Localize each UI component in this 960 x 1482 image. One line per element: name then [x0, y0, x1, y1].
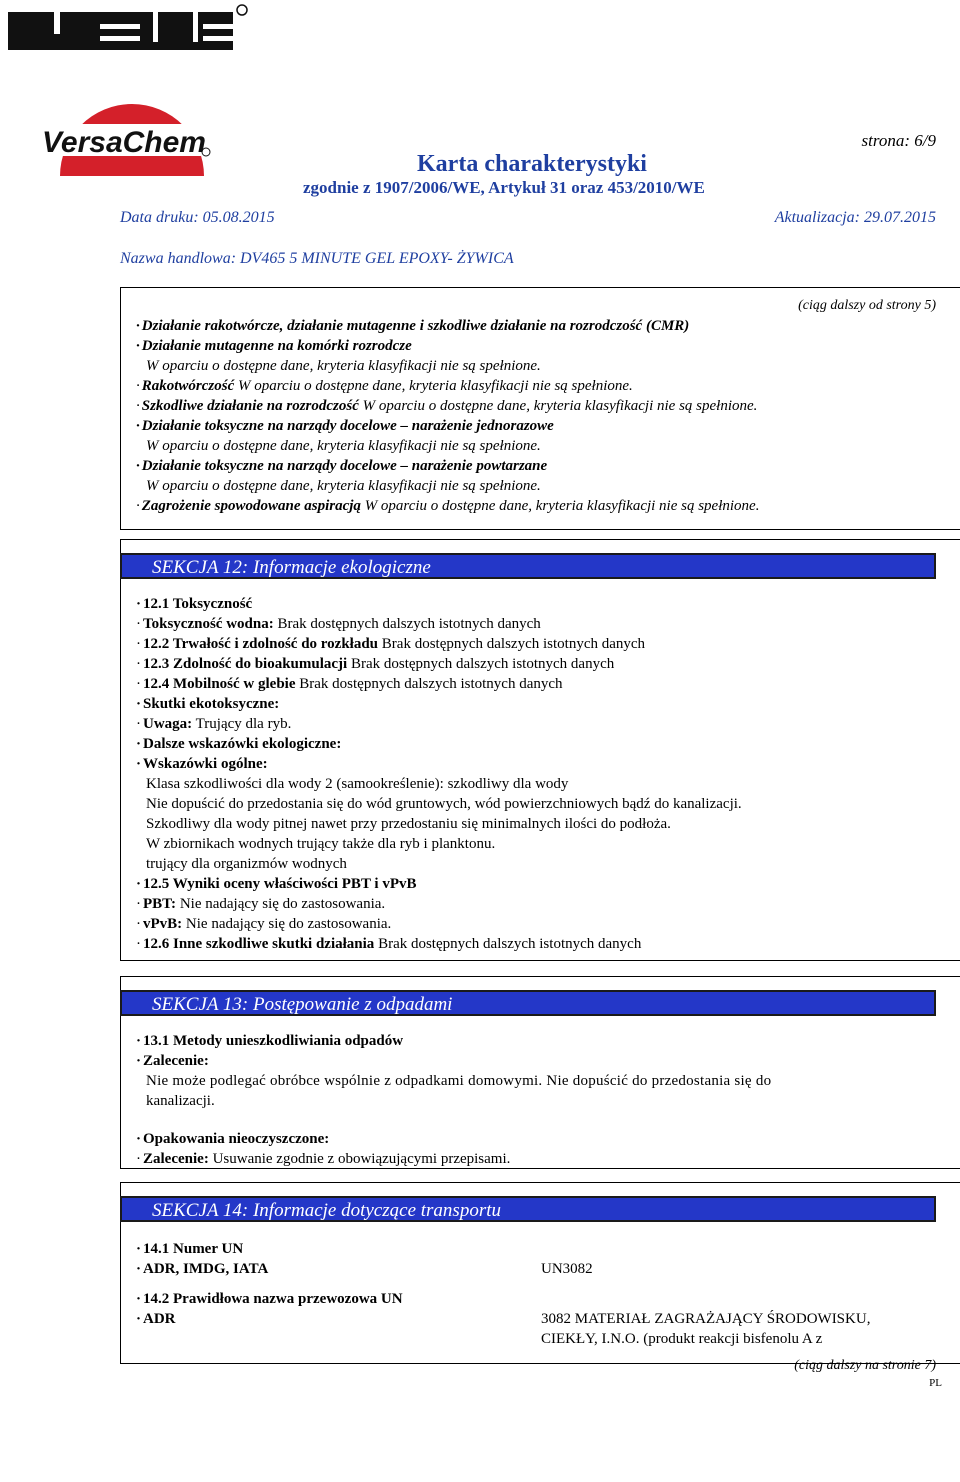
section-13-header: SEKCJA 13: Postępowanie z odpadami — [120, 990, 936, 1016]
s12-label: Uwaga: — [143, 716, 193, 732]
s14-line: · ADR — [136, 1309, 403, 1329]
s12-line — [136, 654, 742, 674]
versachem-logo-graphic — [38, 76, 218, 216]
update-date: Aktualizacja: 29.07.2015 — [774, 209, 936, 226]
s11-line: · Działanie mutagenne na komórki rozrodcze — [136, 336, 759, 356]
s14-spacer — [136, 1279, 403, 1289]
s13-line: · Zalecenie: — [136, 1051, 936, 1071]
s12-value: Trujący dla ryb. — [195, 716, 292, 732]
s12-value: Nie nadający się do zastosowania. — [185, 916, 392, 932]
s13-spacer — [136, 1111, 936, 1129]
s11-label: Zagrożenie spowodowane aspiracją — [141, 498, 361, 514]
s14-line: · ADR, IMDG, IATA — [136, 1259, 403, 1279]
s12-line: · 12.1 Toksyczność — [136, 594, 742, 614]
s11-label: Rakotwórczość — [141, 378, 235, 394]
s12-label: 12.3 Zdolność do bioakumulacji — [143, 656, 348, 672]
s12-label: 12.4 Mobilność w glebie — [143, 676, 296, 692]
section-11-content — [136, 316, 759, 516]
versachem-logo — [38, 76, 218, 216]
continued-to: (ciąg dalszy na stronie 7) — [794, 1358, 936, 1373]
s12-line — [136, 934, 742, 954]
section-13-content — [136, 1031, 936, 1169]
s12-line: · 12.5 Wyniki oceny właściwości PBT i vPvB — [136, 874, 742, 894]
s12-line — [136, 914, 742, 934]
s12-line — [136, 674, 742, 694]
s12-value: Brak dostępnych dalszych istotnych danych — [277, 616, 541, 632]
s12-line: · Dalsze wskazówki ekologiczne: — [136, 734, 742, 754]
melle-logo-graphic — [8, 2, 248, 54]
s12-label: PBT: — [143, 896, 177, 912]
s12-value: Brak dostępnych dalszych istotnych danych — [381, 636, 646, 652]
s12-value: Brak dostępnych dalszych istotnych danych — [378, 936, 642, 952]
s12-line — [136, 894, 742, 914]
s12-value: Brak dostępnych dalszych istotnych danych — [299, 676, 563, 692]
s11-value: W oparciu o dostępne dane, kryteria klasyfikacji nie są spełnione. — [362, 398, 758, 414]
s11-line: · Działanie toksyczne na narządy docelowe – narażenie powtarzane — [136, 456, 759, 476]
continued-from: (ciąg dalszy od strony 5) — [798, 298, 936, 313]
s13-label: Zalecenie: — [143, 1151, 209, 1167]
s11-line: W oparciu o dostępne dane, kryteria klasyfikacji nie są spełnione. — [146, 478, 541, 494]
s12-line: W zbiornikach wodnych trujący także dla ryb i planktonu. — [146, 836, 496, 852]
s12-label: 12.6 Inne szkodliwe skutki działania — [143, 936, 375, 952]
s11-line: W oparciu o dostępne dane, kryteria klasyfikacji nie są spełnione. — [146, 438, 541, 454]
s11-line: · Działanie toksyczne na narządy docelowe – narażenie jednorazowe — [136, 416, 759, 436]
section-14-content — [136, 1239, 403, 1329]
s12-line: · Wskazówki ogólne: — [136, 754, 742, 774]
s12-line: Klasa szkodliwości dla wody 2 (samookreślenie): szkodliwy dla wody — [146, 776, 569, 792]
s12-line: Szkodliwy dla wody pitnej nawet przy przedostaniu się minimalnych ilości do podłoża. — [146, 816, 671, 832]
s11-label: Szkodliwe działanie na rozrodczość — [141, 398, 359, 414]
s12-line: Nie dopuścić do przedostania się do wód gruntowych, wód powierzchniowych bądź do kanalizacji. — [146, 796, 742, 812]
s13-line: · 13.1 Metody unieszkodliwiania odpadów — [136, 1031, 936, 1051]
doc-subtitle: zgodnie z 1907/2006/WE, Artykuł 31 oraz 453/2010/WE — [303, 178, 705, 197]
section-12-content — [136, 594, 742, 954]
section-14-header: SEKCJA 14: Informacje dotyczące transportu — [120, 1196, 936, 1222]
s12-line: · Skutki ekotoksyczne: — [136, 694, 742, 714]
s13-line: · Opakowania nieoczyszczone: — [136, 1129, 936, 1149]
s11-line — [136, 376, 759, 396]
page-number: strona: 6/9 — [861, 131, 936, 150]
doc-title: Karta charakterystyki — [417, 151, 647, 177]
language-code: PL — [929, 1377, 942, 1389]
trade-name: Nazwa handlowa: DV465 5 MINUTE GEL EPOXY- ŻYWICA — [120, 250, 514, 267]
s12-label: vPvB: — [143, 916, 183, 932]
melle-logo — [8, 2, 248, 54]
s12-value: Brak dostępnych dalszych istotnych danych — [350, 656, 615, 672]
s11-value: W oparciu o dostępne dane, kryteria klasyfikacji nie są spełnione. — [238, 378, 633, 394]
s14-shipping-name-2: CIEKŁY, I.N.O. (produkt reakcji bisfenolu A z — [541, 1331, 823, 1347]
s11-value: W oparciu o dostępne dane, kryteria klasyfikacji nie są spełnione. — [364, 498, 760, 514]
s11-line: · Działanie rakotwórcze, działanie mutagenne i szkodliwe działanie na rozrodczość (CMR) — [136, 316, 759, 336]
s14-un-number: UN3082 — [541, 1261, 593, 1277]
s14-shipping-name: 3082 MATERIAŁ ZAGRAŻAJĄCY ŚRODOWISKU, — [541, 1311, 871, 1327]
s12-value: Nie nadający się do zastosowania. — [179, 896, 386, 912]
s14-line: · 14.1 Numer UN — [136, 1239, 403, 1259]
s14-line: · 14.2 Prawidłowa nazwa przewozowa UN — [136, 1289, 403, 1309]
s13-line — [136, 1149, 936, 1169]
print-date: Data druku: 05.08.2015 — [120, 209, 275, 226]
svg-text:VersaChem: VersaChem — [42, 126, 206, 159]
s13-value: Usuwanie zgodnie z obowiązującymi przepisami. — [212, 1151, 511, 1167]
s12-label: Toksyczność wodna: — [143, 616, 274, 632]
s11-line: W oparciu o dostępne dane, kryteria klasyfikacji nie są spełnione. — [146, 358, 541, 374]
s12-line — [136, 634, 742, 654]
s12-label: 12.2 Trwałość i zdolność do rozkładu — [143, 636, 379, 652]
s12-line: trujący dla organizmów wodnych — [146, 856, 347, 872]
s12-line — [136, 614, 742, 634]
s11-line — [136, 496, 759, 516]
s13-line: Nie może podlegać obróbce wspólnie z odpadkami domowymi. Nie dopuścić do przedostania się do — [146, 1073, 772, 1089]
s12-line — [136, 714, 742, 734]
section-12-header: SEKCJA 12: Informacje ekologiczne — [120, 553, 936, 579]
s11-line — [136, 396, 759, 416]
s13-line: kanalizacji. — [146, 1093, 215, 1109]
